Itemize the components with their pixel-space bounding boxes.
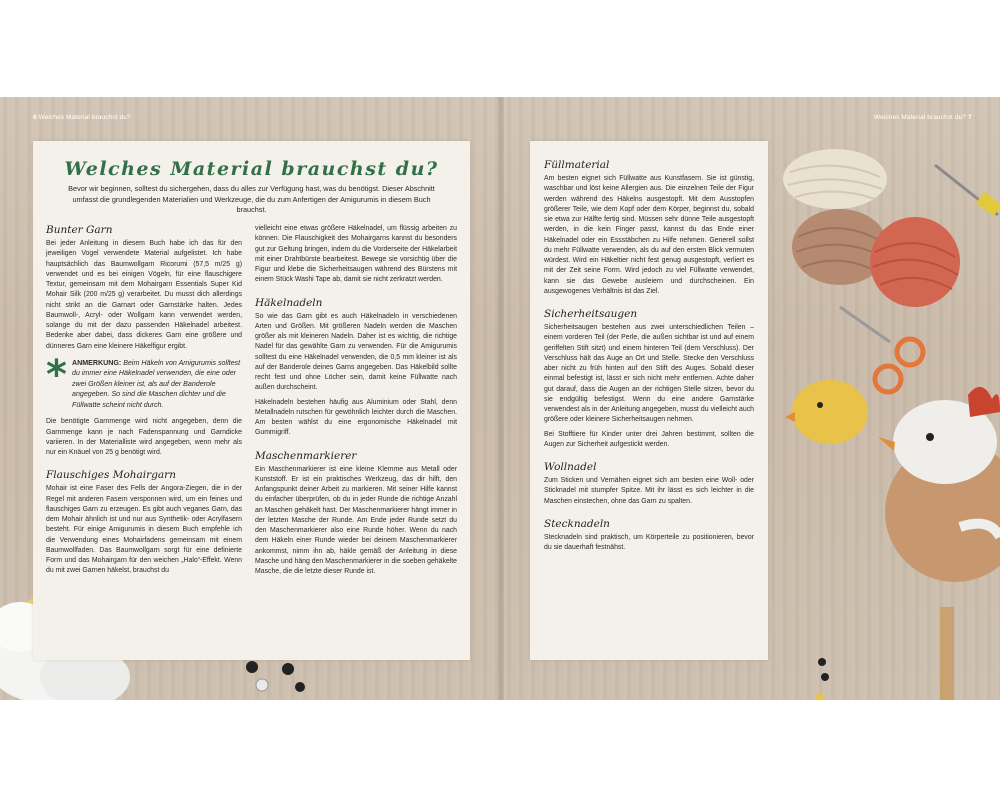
heading-stecknadeln: Stecknadeln (544, 517, 610, 530)
scissors-icon (840, 307, 923, 392)
right-column (544, 159, 754, 553)
left-running-title: Welches Material brauchst du? (38, 114, 131, 121)
paragraph-garn: Bei jeder Anleitung in diesem Buch habe ich das für den jeweiligen Vogel verwendete Material aufgelistet. Ich habe hauptsächlich das Baumwollgarn Ricorumi (57,5 m/25 g) verwendet und es bei einigen Vögeln, für eine flauschigere Textur, gemeinsam mit dem Mohairgarn Essentials Super Kid Mohair Silk (200 m/25 g) verarbeitet. Du musst dich allerdings nicht strikt an die Garnart oder Garnstärke halten. Jedes Baumwoll-, Acryl- oder Wollgarn kann verwendet werden, solange du mit der dazu passenden Häkelnadel arbeitest. Bedenke aber dabei, dass dickeres Garn eine größere und dünneres Garn eine kleinere Häkelfigur ergibt. (46, 240, 242, 350)
wooden-stick-icon (940, 607, 954, 700)
left-running-head (33, 114, 131, 121)
note-label: ANMERKUNG: (72, 358, 122, 367)
pin-head-icon (816, 693, 824, 700)
note-body: Beim Häkeln von Amigurumis solltest du immer eine Häkelnadel verwenden, die eine oder zwei Größen kleiner ist, als auf der Banderole angegeben. So sind die Maschen dichter und die Füllwatte scheint nicht durch. (72, 358, 241, 409)
heading-sicherheitsaugen: Sicherheitsaugen (544, 308, 638, 320)
right-page-number: 7 (967, 114, 972, 121)
right-running-head (874, 114, 972, 121)
middle-column (255, 224, 457, 577)
safety-eyes-decoration (230, 657, 320, 700)
right-page-panel (530, 141, 768, 660)
left-page-panel (33, 141, 470, 660)
heading-wollnadel: Wollnadel (544, 461, 597, 473)
heading-bunter-garn: Bunter Garn (46, 224, 113, 236)
paragraph-kinder-hinweis: Bei Stofftiere für Kinder unter drei Jahren bestimmt, sollten die Augen zur Sicherheit aufgestickt werden. (544, 430, 754, 448)
asterisk-icon: * (46, 351, 67, 398)
paragraph-nadelgroessen: So wie das Garn gibt es auch Häkelnadeln in verschiedenen Arten und Größen. Mit größeren Nadeln werden die Maschen größer als mit kleineren Nadeln. Daher ist es wichtig, die richtige Nadel für das gewählte Garn zu verwenden. Für die Amigurumis solltest du eine Häkelnadel verwenden, die 0,5 mm kleiner ist als auf der Banderole deines Garns angegeben. Das Häkelbild sollte recht fest und ohne Löcher sein, damit keine Füllwatte nach außen durchscheint. (255, 312, 457, 392)
paragraph-sicherheitsaugen: Sicherheitsaugen bestehen aus zwei unterschiedlichen Teilen – einem vorderen Teil (der Perle, die außen sichtbar ist und auf einem geriffelten Stift sitzt) und einem hinteren Teil (dem Verschluss). Der Verschluss hält das Auge an Ort und Stelle. Stecke den Verschluss aber nicht zu früh hinten auf den Stift des Auges. Sobald dieser einmal befestigt ist, lässt er sich nicht mehr entfernen. Achte daher gut darauf, dass die Augen an der richtigen Stelle sitzen, bevor du sie endgültig befestigst. Wenn du eine andere Garnstärke verwendest als in der Anleitung angegeben, musst du vielleicht auch größere oder kleinere Sicherheitsaugen nehmen. (544, 324, 754, 424)
page-title: Welches Material brauchst du? (64, 158, 439, 180)
paragraph-wollnadel: Zum Sticken und Vernähen eignet sich am besten eine Woll- oder Sticknadel mit stumpfer Spitze. Mit ihr lässt es sich leichter in die Maschen einstechen, ohne das Garn zu spalten. (544, 477, 754, 505)
book-spread (0, 97, 1000, 700)
right-running-title: Welches Material brauchst du? (874, 114, 967, 121)
hen-amigurumi-icon (878, 387, 1000, 582)
yellow-chick-amigurumi-icon (785, 380, 868, 444)
paragraph-nadelmaterial: Häkelnadeln bestehen häufig aus Aluminium oder Stahl, denn Metallnadeln rutschen für gewöhnlich leichter durch die Maschen. Am besten wählst du eine ergonomische Häkelnadel mit Gummigriff. (255, 398, 457, 437)
paragraph-mohair-continued: vielleicht eine etwas größere Häkelnadel, um flüssig arbeiten zu können. Die Flauschigkeit des Mohairgarns kannst du besonders gut zur Geltung bringen, indem du die Vorderseite der Häkelarbeit mit einer Drahtbürste bearbeitest. Bewege sie vorsichtig über die Figur und klebe die Sicherheitsaugen während des Bürstens mit einem Stück Washi Tape ab, damit sie nicht zerkratzt werden. (255, 225, 457, 284)
heading-maschenmarkierer: Maschenmarkierer (255, 449, 357, 462)
paragraph-stecknadeln: Stecknadeln sind praktisch, um Körperteile zu positionieren, bevor du sie dauerhaft festnähst. (544, 533, 754, 551)
paragraph-maschenmarkierer: Ein Maschenmarkierer ist eine kleine Klemme aus Metall oder Kunststoff. Er ist ein praktisches Werkzeug, das dir hilft, den Anfangspunkt deiner Arbeit zu markieren. Mit seiner Hilfe kannst du einfacher überprüfen, ob du in jeder Runde die richtige Anzahl an Maschen gehäkelt hast. Der Maschenmarkierer hängt immer in der letzten Masche der Runde. Am Ende jeder Runde setzt du den Maschenmarkierer also eine Runde höher. Wenn du nach dem Häkeln einer Runde wieder bei deinem Maschenmarkierer ankommst, nimm ihn ab, häkle gemäß der Anleitung in diese Masche und häng den Maschenmarkierer in die soeben gehäkelte Masche, die die letzte dieser Runde ist. (255, 465, 457, 575)
left-page-number: 6 (33, 114, 37, 121)
note-box (46, 351, 242, 411)
note-text (72, 358, 242, 411)
paragraph-mohair: Mohair ist eine Faser des Fells der Angora-Ziegen, die in der Regel mit anderen Fasern versponnen wird, um ein feines und flauschiges Garn zu erzeugen. Es gibt auch veganes Garn, das dem Mohair ähnlich ist und nur aus Synthetik- oder Acrylfasern besteht. Für einige Amigurumis in diesem Buch empfehle ich die Verwendung eines Mohairfadens gemeinsam mit einem Baumwollfaden. Das Baumwollgarn sorgt für eine definierte Form und das Mohairgarn für den weichen „Halo“-Effekt. Wenn du mit zwei Garnen häkelst, brauchst du (46, 485, 242, 575)
paragraph-garnmenge: Die benötigte Garnmenge wird nicht angegeben, denn die Garnmenge kann je nach Fadenspannung und Garndicke variieren. In der Materialliste wird angegeben, wenn mehr als nur ein Knäuel von 25 g benötigt wird. (46, 418, 242, 456)
heading-mohairgarn: Flauschiges Mohairgarn (46, 469, 176, 482)
craft-supplies-photo (770, 137, 1000, 700)
left-column (46, 224, 242, 577)
coral-yarn-ball-icon (870, 217, 960, 307)
paragraph-fuellwatte: Am besten eignet sich Füllwatte aus Kunstfasern. Sie ist günstig, waschbar und löst keine Allergien aus. Die einzelnen Teile der Figur werden während des Häkelns ausgestopft. Mit dem Ausstopfen größerer Teile, wie dem Kopf oder dem Körper, beginnst du, sobald sie etwa zur Hälfte fertig sind. Müssen sehr dünne Teile ausgestopft werden, in die kein Finger passt, kannst du das Ende einer Häkelnadel oder ein Essstäbchen zu Hilfe nehmen. Generell sollst du mehr Füllwatte verwenden, als du auf den ersten Blick vermuten würdest. Wird ein Häkeltier nicht fest genug ausgestopft, verliert es mit der Zeit seine Form. Wird jedoch zu viel Füllwatte verwendet, kann sie das Gewebe ausleiern und durchscheinen. Ein ausgewogenes Verhältnis ist das Ziel. (544, 175, 754, 295)
heading-haekelnadeln: Häkelnadeln (255, 296, 323, 309)
intro-paragraph: Bevor wir beginnen, solltest du sichergehen, dass du alles zur Verfügung hast, was du benötigst. Dieser Abschnitt umfasst die grundlegenden Materialien und Werkzeuge, die du zum Anfertigen der Amigurumis in diesem Buch brauchst. (68, 184, 435, 215)
heading-fuellmaterial: Füllmaterial (544, 159, 610, 171)
book-gutter (498, 97, 504, 700)
